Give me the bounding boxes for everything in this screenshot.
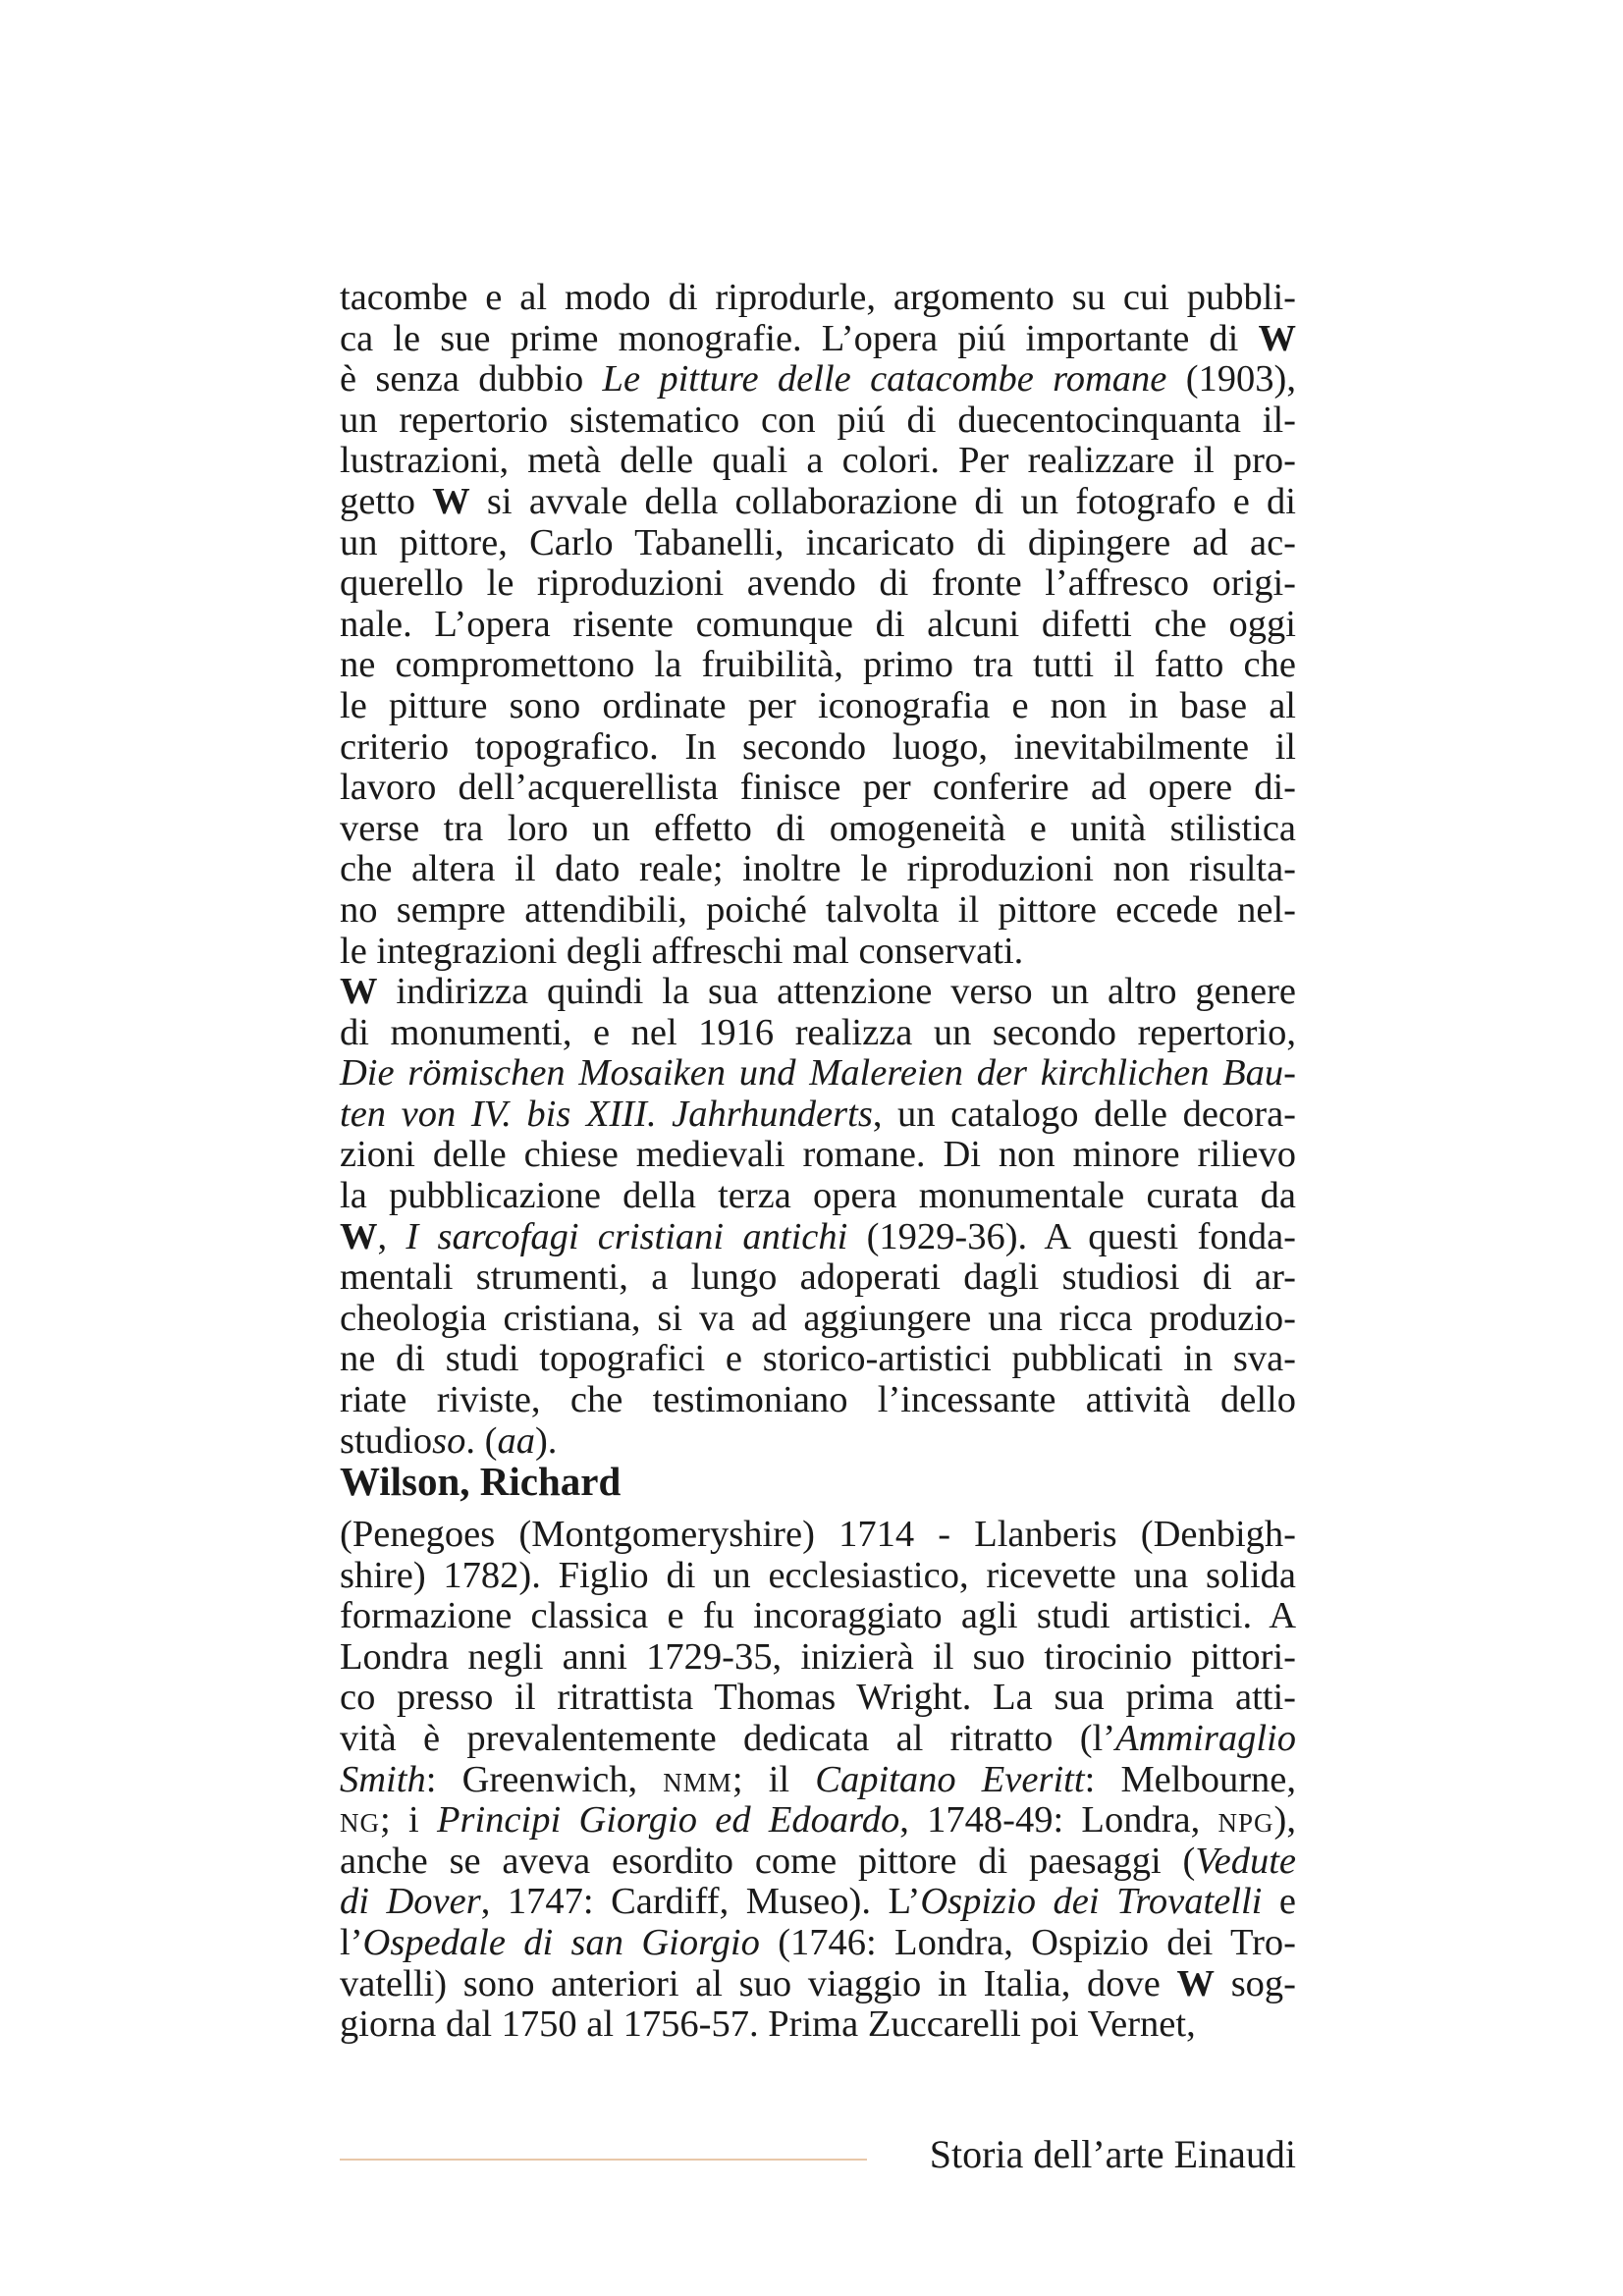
text-line — [340, 523, 1296, 564]
text-run: lavoro dell’acquerellista finisce per conferire ad opere di- — [340, 767, 1296, 809]
text-run: le integrazioni degli affreschi mal conservati. — [340, 930, 1024, 972]
text-run: W — [340, 971, 378, 1013]
text-run: ), — [1273, 1799, 1296, 1842]
text-run: no sempre attendibili, poiché talvolta il pittore eccede nel- — [340, 888, 1296, 931]
text-line — [340, 1719, 1296, 1760]
text-run: si avvale della collaborazione di un fotografo e di — [469, 480, 1296, 522]
text-run: Smith — [340, 1758, 426, 1800]
text-run: zioni delle chiese medievali romane. Di non minore rilievo — [340, 1134, 1296, 1176]
text-run: querello le riproduzioni avendo di fronte l’affresco origi- — [340, 562, 1296, 605]
text-run: : Greenwich, — [425, 1758, 664, 1800]
text-line — [340, 768, 1296, 809]
text-run: , 1747: Cardiff, Museo). L’ — [480, 1881, 921, 1923]
footer-title: Storia dell’arte Einaudi — [929, 2132, 1296, 2176]
text-line — [340, 563, 1296, 605]
text-line — [340, 1923, 1296, 1964]
text-line — [340, 1013, 1296, 1054]
text-run: . ( — [465, 1419, 498, 1462]
text-run: sog- — [1215, 1962, 1296, 2004]
text-run: un repertorio sistematico con piú di duecentocinquanta il- — [340, 399, 1296, 441]
text-run: indirizza quindi la sua attenzione verso un altro genere — [377, 971, 1296, 1013]
text-run: criterio topografico. In secondo luogo, inevitabilmente il — [340, 725, 1296, 768]
text-line — [340, 1842, 1296, 1883]
text-line — [340, 1339, 1296, 1380]
text-run: (Penegoes (Montgomeryshire) 1714 - Llanberis (Denbigh- — [340, 1514, 1296, 1555]
text-run: Die römischen Mosaiken und Malereien der kirchlichen Bau- — [340, 1052, 1296, 1095]
text-run: l’ — [340, 1921, 363, 1963]
text-run: è senza dubbio — [340, 358, 603, 400]
text-run: formazione classica e fu incoraggiato agli studi artistici. A — [340, 1595, 1296, 1637]
text-block-1 — [340, 278, 1296, 1462]
text-line — [340, 441, 1296, 482]
text-run: (1903), — [1166, 358, 1296, 400]
text-run: , un catalogo delle decora- — [872, 1093, 1296, 1135]
text-line — [340, 482, 1296, 523]
text-run: I sarcofagi cristiani antichi — [406, 1215, 848, 1257]
text-run: un pittore, Carlo Tabanelli, incaricato di dipingere ad ac- — [340, 521, 1296, 563]
text-run: Le pitture delle catacombe romane — [602, 358, 1167, 400]
text-run: : Melbourne, — [1084, 1758, 1296, 1800]
text-run: W — [1258, 317, 1296, 359]
text-run: lustrazioni, metà delle quali a colori. Per realizzare il pro- — [340, 440, 1296, 482]
text-run: , — [377, 1215, 406, 1257]
text-run: anche se aveva esordito come pittore di paesaggi ( — [340, 1840, 1196, 1882]
text-line — [340, 890, 1296, 932]
text-run: mentali strumenti, a lungo adoperati dagli studiosi di ar- — [340, 1256, 1296, 1299]
text-line — [340, 2004, 1296, 2046]
text-run: getto — [340, 480, 433, 522]
text-line — [340, 1380, 1296, 1421]
text-run: , 1748-49: Londra, — [899, 1799, 1218, 1842]
text-run: NPG — [1217, 1808, 1274, 1839]
text-line — [340, 1176, 1296, 1217]
text-run: W — [432, 480, 470, 522]
text-run: e — [1262, 1881, 1296, 1923]
text-run: studio — [340, 1419, 433, 1462]
text-run: (1746: Londra, Ospizio dei Tro- — [759, 1921, 1297, 1963]
text-run: NMM — [663, 1767, 732, 1797]
text-run: di Dover — [340, 1881, 481, 1923]
text-line — [340, 1596, 1296, 1637]
text-line — [340, 972, 1296, 1013]
text-run: cheologia cristiana, si va ad aggiungere una ricca produzio- — [340, 1297, 1296, 1339]
text-run: giorna dal 1750 al 1756-57. Prima Zuccarelli poi Vernet, — [340, 2003, 1196, 2046]
text-line — [340, 1678, 1296, 1719]
text-line — [340, 1217, 1296, 1258]
text-line — [340, 1135, 1296, 1176]
text-run: ; il — [731, 1758, 816, 1800]
text-line — [340, 1257, 1296, 1299]
text-run: NG — [340, 1808, 380, 1839]
text-run: Capitano Everitt — [815, 1758, 1085, 1800]
text-line — [340, 1299, 1296, 1340]
entry-heading: Wilson, Richard — [340, 1459, 622, 1504]
text-line — [340, 319, 1296, 360]
text-run: ca le sue prime monografie. L’opera piú importante di — [340, 317, 1259, 359]
text-line — [340, 278, 1296, 319]
text-run: nale. L’opera risente comunque di alcuni difetti che oggi — [340, 603, 1296, 645]
text-line — [340, 359, 1296, 400]
text-run: ten von IV. bis XIII. Jahrhunderts — [340, 1093, 873, 1135]
text-line — [340, 1556, 1296, 1597]
text-run: ). — [534, 1419, 558, 1462]
text-line — [340, 727, 1296, 769]
text-line — [340, 400, 1296, 442]
text-run: so — [432, 1419, 466, 1462]
text-line — [340, 1515, 1296, 1556]
text-run: le pitture sono ordinate per iconografia e non in base al — [340, 684, 1296, 726]
text-run: (1929-36). A questi fonda- — [847, 1215, 1296, 1257]
text-line — [340, 849, 1296, 890]
text-line — [340, 1421, 1296, 1463]
text-line — [340, 605, 1296, 646]
text-line — [340, 1637, 1296, 1679]
text-run: Londra negli anni 1729-35, inizierà il suo tirocinio pittori- — [340, 1635, 1296, 1678]
text-run: W — [1176, 1962, 1216, 2004]
text-run: vatelli) sono anteriori al suo viaggio in Italia, dove — [340, 1962, 1177, 2004]
text-line — [340, 645, 1296, 686]
text-line — [340, 1964, 1296, 2005]
text-run: Principi Giorgio ed Edoardo — [436, 1799, 900, 1842]
text-run: co presso il ritrattista Thomas Wright. La sua prima atti- — [340, 1677, 1296, 1719]
text-line — [340, 1800, 1296, 1842]
text-run: la pubblicazione della terza opera monumentale curata da — [340, 1175, 1296, 1217]
text-run: tacombe e al modo di riprodurle, argomento su cui pubbli- — [340, 277, 1296, 318]
text-line — [340, 1760, 1296, 1801]
text-run: Ospedale di san Giorgio — [362, 1921, 760, 1963]
text-run: ne compromettono la fruibilità, primo tra tutti il fatto che — [340, 644, 1296, 686]
text-run: vità è prevalentemente dedicata al ritratto (l’ — [340, 1717, 1116, 1759]
text-line — [340, 932, 1296, 973]
text-line — [340, 1053, 1296, 1095]
text-run: shire) 1782). Figlio di un ecclesiastico, ricevette una solida — [340, 1554, 1296, 1596]
text-run: aa — [497, 1419, 535, 1462]
text-run: ne di studi topografici e storico-artistici pubblicati in sva- — [340, 1338, 1296, 1380]
text-run: Ospizio dei Trovatelli — [920, 1881, 1263, 1923]
text-line — [340, 1095, 1296, 1136]
text-line — [340, 686, 1296, 727]
text-run: di monumenti, e nel 1916 realizza un secondo repertorio, — [340, 1011, 1296, 1053]
text-run: Ammiraglio — [1115, 1717, 1296, 1759]
text-run: ; i — [380, 1799, 437, 1842]
text-run: W — [340, 1215, 378, 1257]
text-run: Vedute — [1195, 1840, 1296, 1882]
text-run: verse tra loro un effetto di omogeneità e unità stilistica — [340, 807, 1296, 849]
text-line — [340, 1882, 1296, 1923]
text-block-2 — [340, 1515, 1296, 2046]
text-run: che altera il dato reale; inoltre le riproduzioni non risulta- — [340, 848, 1296, 890]
text-line — [340, 809, 1296, 850]
text-run: riate riviste, che testimoniano l’incessante attività dello — [340, 1379, 1296, 1421]
footer-rule — [340, 2159, 867, 2161]
